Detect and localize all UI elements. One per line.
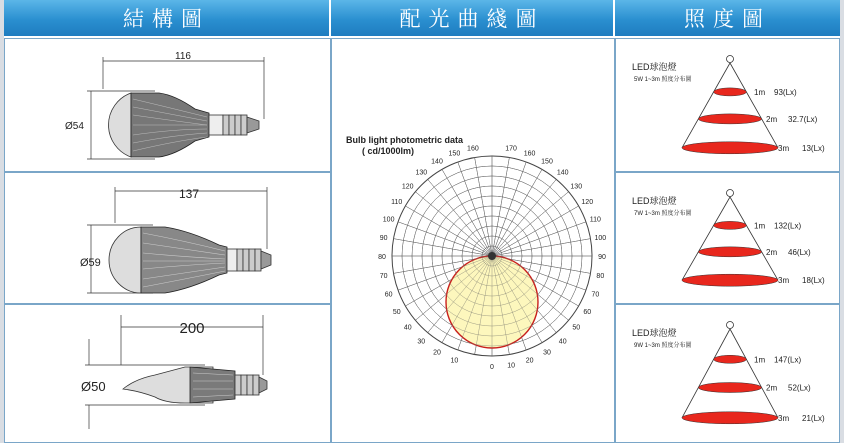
distance-label: 1m (754, 355, 766, 365)
angle-label-right: 60 (583, 309, 592, 316)
illuminance-ellipse (698, 247, 761, 257)
lux-label: 52(Lx) (788, 383, 811, 393)
distance-label: 3m (778, 413, 790, 423)
cone-title: LED球泡燈 (632, 196, 677, 206)
header-curve: 配光曲綫圖 (331, 0, 615, 36)
illuminance-ellipse (698, 383, 761, 393)
lamp-icon (727, 190, 734, 197)
illuminance-ellipse (714, 88, 747, 96)
angle-label-right: 170 (505, 145, 517, 153)
illuminance-cell-7w (615, 172, 840, 304)
cone-title: LED球泡燈 (632, 62, 677, 72)
illuminance-ellipse (714, 221, 747, 229)
angle-label-right: 80 (596, 273, 605, 281)
photometric-title: Bulb light photometric data (346, 135, 463, 145)
illuminance-cone-9w (616, 305, 840, 443)
distance-label: 1m (754, 87, 766, 97)
angle-label-right: 140 (556, 169, 569, 177)
angle-label-right: 130 (570, 183, 583, 191)
bulb-b-drawing (5, 173, 331, 304)
header-illuminance: 照度圖 (615, 0, 840, 36)
photometric-unit: ( cd/1000lm) (362, 146, 415, 156)
header-structure: 結構圖 (4, 0, 331, 36)
center-point (488, 252, 496, 260)
lux-label: 93(Lx) (774, 87, 797, 97)
distance-label: 3m (778, 276, 790, 286)
illuminance-cone-5w (616, 39, 840, 172)
distance-label: 2m (766, 114, 778, 124)
distance-label: 2m (766, 383, 778, 393)
distance-label: 1m (754, 221, 766, 231)
angle-label-right: 120 (581, 199, 594, 206)
angle-label-right: 90 (598, 254, 606, 261)
lux-label: 13(Lx) (802, 143, 825, 153)
angle-label-left: 70 (379, 273, 388, 281)
spec-sheet (4, 0, 840, 443)
lamp-icon (727, 56, 734, 63)
lux-label: 147(Lx) (774, 355, 802, 365)
angle-label-left: 80 (378, 254, 386, 261)
angle-label-right: 0 (490, 364, 494, 371)
angle-label-left: 40 (403, 324, 412, 332)
angle-label-left: 90 (379, 234, 388, 242)
angle-label-right: 50 (572, 324, 581, 332)
width-label: 200 (179, 320, 205, 337)
width-label: 137 (178, 187, 200, 201)
structure-cell-1 (4, 38, 331, 172)
angle-label-right: 40 (558, 338, 567, 346)
bulb-a-drawing (5, 39, 331, 172)
cone-subtitle: 7W 1~3m 照度分布圖 (634, 211, 692, 217)
illuminance-ellipse (714, 355, 747, 363)
angle-label-left: 140 (431, 158, 443, 166)
angle-label-right: 70 (591, 291, 600, 299)
cone-subtitle: 5W 1~3m 照度分布圖 (634, 77, 692, 83)
distance-label: 2m (766, 247, 778, 257)
illuminance-cell-9w (615, 304, 840, 443)
angle-label-left: 150 (448, 150, 461, 158)
angle-label-left: 110 (391, 199, 403, 206)
angle-label-left: 160 (467, 145, 479, 153)
angle-label-left: 130 (415, 169, 428, 177)
illuminance-cell-5w (615, 38, 840, 172)
angle-label-left: 100 (382, 216, 395, 224)
angle-label-right: 10 (507, 362, 515, 370)
illuminance-ellipse (698, 114, 761, 124)
lux-label: 21(Lx) (802, 413, 825, 423)
width-label: 116 (175, 51, 191, 62)
lamp-icon (727, 322, 734, 329)
angle-label-left: 120 (401, 183, 414, 191)
angle-label-right: 30 (543, 349, 551, 357)
photometric-diagram (332, 39, 615, 443)
angle-label-left: 50 (392, 309, 401, 316)
candle-bulb-drawing (5, 305, 331, 443)
diameter-label: Ø50 (81, 379, 106, 394)
angle-label-right: 20 (525, 357, 534, 365)
angle-label-left: 30 (417, 338, 426, 346)
illuminance-ellipse (682, 412, 778, 424)
lux-label: 18(Lx) (802, 276, 825, 286)
angle-label-right: 160 (523, 150, 536, 158)
diameter-label: Ø54 (65, 121, 84, 132)
diameter-label: Ø59 (80, 257, 101, 269)
structure-cell-2 (4, 172, 331, 304)
illuminance-ellipse (682, 142, 778, 154)
structure-cell-3 (4, 304, 331, 443)
angle-label-left: 60 (384, 291, 393, 299)
cone-title: LED球泡燈 (632, 328, 677, 338)
angle-label-right: 110 (589, 216, 601, 224)
angle-label-right: 100 (594, 234, 607, 242)
lux-label: 32.7(Lx) (788, 114, 818, 124)
cone-subtitle: 9W 1~3m 照度分布圖 (634, 343, 692, 349)
distance-label: 3m (778, 143, 790, 153)
lux-label: 132(Lx) (774, 221, 802, 231)
angle-label-right: 150 (541, 158, 553, 166)
illuminance-ellipse (682, 274, 778, 286)
illuminance-cone-7w (616, 173, 840, 304)
angle-label-left: 10 (450, 357, 459, 365)
lux-label: 46(Lx) (788, 247, 811, 257)
photometric-cell (331, 38, 615, 443)
angle-label-left: 20 (433, 349, 441, 357)
